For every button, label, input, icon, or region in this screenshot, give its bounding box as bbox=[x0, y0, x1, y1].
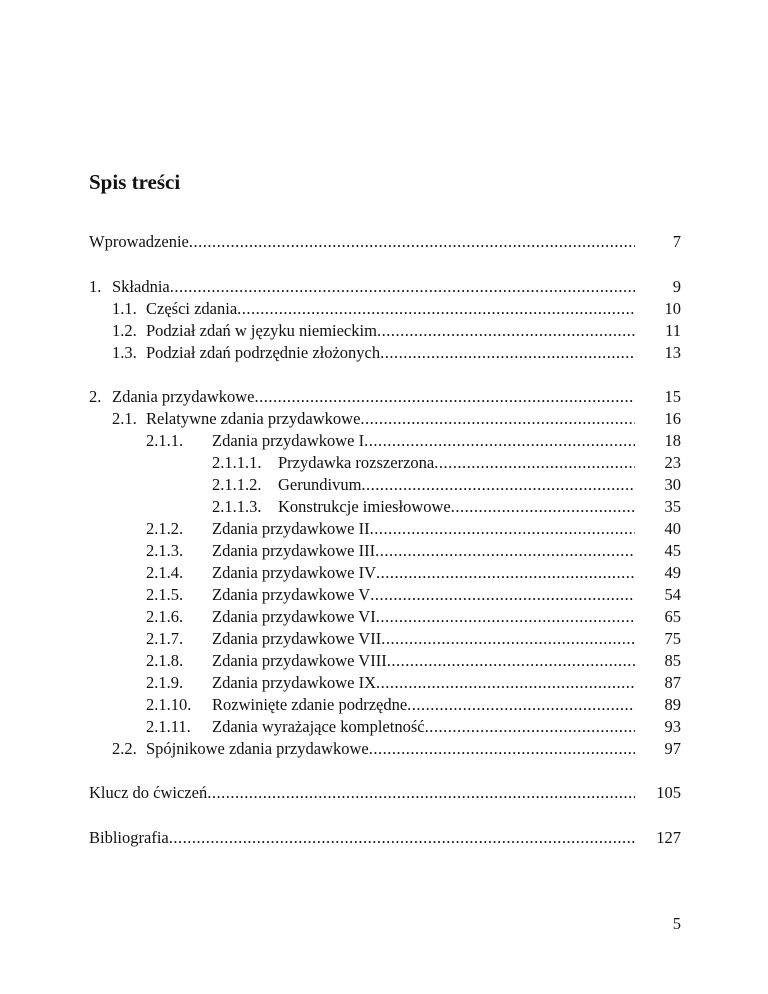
dot-leader bbox=[387, 650, 635, 672]
toc-entry-page: 75 bbox=[664, 629, 681, 648]
toc-entry-number: 2.1.3. bbox=[146, 541, 184, 560]
toc-entry-label: Rozwinięte zdanie podrzędne bbox=[212, 695, 408, 714]
toc-entry-label: Zdania przydawkowe VII bbox=[212, 629, 382, 648]
toc-entry-page: 49 bbox=[664, 563, 681, 582]
toc-entry-page: 35 bbox=[664, 497, 681, 516]
toc-entry-page: 23 bbox=[664, 453, 681, 472]
dot-leader bbox=[451, 496, 635, 518]
toc-entry-2-1-1-1[interactable] bbox=[89, 452, 681, 474]
toc-entry-2-1-1[interactable] bbox=[89, 430, 681, 452]
dot-leader bbox=[360, 408, 635, 430]
toc-entry-2-1-4[interactable] bbox=[89, 562, 681, 584]
toc-entry-label: Części zdania bbox=[146, 299, 238, 318]
toc-entry-label: Wprowadzenie bbox=[89, 232, 189, 251]
dot-leader bbox=[425, 716, 635, 738]
toc-entry-2-1-1-2[interactable] bbox=[89, 474, 681, 496]
toc-entry-label: Zdania przydawkowe III bbox=[212, 541, 376, 560]
dot-leader bbox=[370, 518, 635, 540]
toc-entry-introduction[interactable] bbox=[89, 231, 681, 253]
dot-leader bbox=[207, 782, 635, 804]
toc-entry-2-1-2[interactable] bbox=[89, 518, 681, 540]
toc-entry-label: Gerundivum bbox=[278, 475, 362, 494]
toc-entry-page: 10 bbox=[664, 299, 681, 318]
toc-entry-page: 7 bbox=[672, 232, 681, 251]
toc-entry-label: Zdania przydawkowe I bbox=[212, 431, 365, 450]
toc-entry-bibliography[interactable] bbox=[89, 827, 681, 849]
toc-entry-number: 2.2. bbox=[112, 739, 137, 758]
toc-entry-label: Zdania przydawkowe II bbox=[212, 519, 370, 538]
toc-entry-page: 15 bbox=[664, 387, 681, 406]
dot-leader bbox=[377, 320, 635, 342]
toc-entry-page: 45 bbox=[664, 541, 681, 560]
toc-entry-2-2[interactable] bbox=[89, 738, 681, 760]
dot-leader bbox=[369, 738, 635, 760]
dot-leader bbox=[381, 628, 635, 650]
toc-entry-number: 2.1.10. bbox=[146, 695, 192, 714]
toc-entry-label: Zdania przydawkowe IV bbox=[212, 563, 377, 582]
toc-entry-page: 65 bbox=[664, 607, 681, 626]
toc-entry-1-3[interactable] bbox=[89, 342, 681, 364]
dot-leader bbox=[189, 231, 635, 253]
dot-leader bbox=[434, 452, 635, 474]
toc-entry-label: Przydawka rozszerzona bbox=[278, 453, 435, 472]
toc-entry-number: 2.1.11. bbox=[146, 717, 191, 736]
toc-entry-label: Zdania wyrażające kompletność bbox=[212, 717, 425, 736]
dot-leader bbox=[237, 298, 635, 320]
dot-leader bbox=[364, 430, 635, 452]
toc-entry-page: 127 bbox=[656, 828, 681, 847]
toc-entry-page: 93 bbox=[664, 717, 681, 736]
dot-leader bbox=[370, 584, 635, 606]
toc-entry-chapter-1[interactable] bbox=[89, 276, 681, 298]
toc-entry-page: 30 bbox=[664, 475, 681, 494]
toc-entry-2-1-3[interactable] bbox=[89, 540, 681, 562]
toc-entry-number: 2.1.9. bbox=[146, 673, 184, 692]
dot-leader bbox=[376, 672, 635, 694]
dot-leader bbox=[376, 562, 635, 584]
toc-entry-number: 1.3. bbox=[112, 343, 137, 362]
toc-entry-label: Podział zdań podrzędnie złożonych bbox=[146, 343, 381, 362]
toc-entry-number: 2.1.1.2. bbox=[212, 475, 262, 494]
toc-entry-page: 11 bbox=[665, 321, 681, 340]
toc-entry-page: 89 bbox=[664, 695, 681, 714]
toc-entry-2-1-6[interactable] bbox=[89, 606, 681, 628]
toc-entry-chapter-2[interactable] bbox=[89, 386, 681, 408]
toc-entry-1-1[interactable] bbox=[89, 298, 681, 320]
toc-entry-label: Zdania przydawkowe VIII bbox=[212, 651, 387, 670]
toc-entry-number: 1. bbox=[89, 277, 102, 296]
toc-entry-label: Zdania przydawkowe bbox=[112, 387, 255, 406]
toc-entry-2-1-9[interactable] bbox=[89, 672, 681, 694]
toc-entry-page: 9 bbox=[672, 277, 681, 296]
toc-entry-number: 2.1.7. bbox=[146, 629, 184, 648]
page-number: 5 bbox=[672, 914, 681, 933]
toc-entry-label: Relatywne zdania przydawkowe bbox=[146, 409, 361, 428]
toc-entry-page: 85 bbox=[664, 651, 681, 670]
toc-entry-label: Zdania przydawkowe V bbox=[212, 585, 371, 604]
dot-leader bbox=[375, 540, 635, 562]
toc-entry-number: 2.1.4. bbox=[146, 563, 184, 582]
dot-leader bbox=[169, 827, 635, 849]
toc-entry-page: 18 bbox=[664, 431, 681, 450]
toc-entry-label: Zdania przydawkowe VI bbox=[212, 607, 376, 626]
toc-entry-2-1-1-3[interactable] bbox=[89, 496, 681, 518]
dot-leader bbox=[170, 276, 635, 298]
toc-entry-page: 16 bbox=[664, 409, 681, 428]
toc-entry-number: 2.1. bbox=[112, 409, 137, 428]
toc-entry-label: Klucz do ćwiczeń bbox=[89, 783, 208, 802]
toc-entry-number: 1.2. bbox=[112, 321, 137, 340]
toc-entry-number: 1.1. bbox=[112, 299, 137, 318]
toc-entry-label: Konstrukcje imiesłowowe bbox=[278, 497, 451, 516]
toc-entry-2-1-8[interactable] bbox=[89, 650, 681, 672]
dot-leader bbox=[380, 342, 635, 364]
toc-entry-page: 13 bbox=[664, 343, 681, 362]
toc-entry-label: Podział zdań w języku niemieckim bbox=[146, 321, 377, 340]
toc-entry-page: 105 bbox=[656, 783, 681, 802]
dot-leader bbox=[376, 606, 635, 628]
toc-entry-number: 2.1.5. bbox=[146, 585, 184, 604]
toc-entry-2-1-11[interactable] bbox=[89, 716, 681, 738]
toc-entry-label: Bibliografia bbox=[89, 828, 169, 847]
toc-title: Spis treści bbox=[89, 170, 181, 194]
dot-leader bbox=[361, 474, 635, 496]
toc-entry-label: Zdania przydawkowe IX bbox=[212, 673, 377, 692]
toc-entry-2-1-10[interactable] bbox=[89, 694, 681, 716]
toc-entry-label: Składnia bbox=[112, 277, 170, 296]
dot-leader bbox=[407, 694, 635, 716]
toc-entry-number: 2.1.8. bbox=[146, 651, 184, 670]
toc-entry-2-1-7[interactable] bbox=[89, 628, 681, 650]
toc-entry-number: 2.1.2. bbox=[146, 519, 184, 538]
toc-entry-answer-key[interactable] bbox=[89, 782, 681, 804]
toc-entry-number: 2. bbox=[89, 387, 102, 406]
dot-leader bbox=[254, 386, 635, 408]
toc-entry-page: 87 bbox=[664, 673, 681, 692]
toc-entry-number: 2.1.1.3. bbox=[212, 497, 262, 516]
toc-entry-page: 97 bbox=[664, 739, 681, 758]
toc-entry-number: 2.1.1.1. bbox=[212, 453, 262, 472]
toc-entry-2-1-5[interactable] bbox=[89, 584, 681, 606]
toc-entry-2-1[interactable] bbox=[89, 408, 681, 430]
toc-entry-page: 40 bbox=[664, 519, 681, 538]
toc-entry-label: Spójnikowe zdania przydawkowe bbox=[146, 739, 369, 758]
toc-entry-page: 54 bbox=[664, 585, 681, 604]
toc-entry-number: 2.1.1. bbox=[146, 431, 184, 450]
toc-entry-number: 2.1.6. bbox=[146, 607, 184, 626]
toc-entry-1-2[interactable] bbox=[89, 320, 681, 342]
